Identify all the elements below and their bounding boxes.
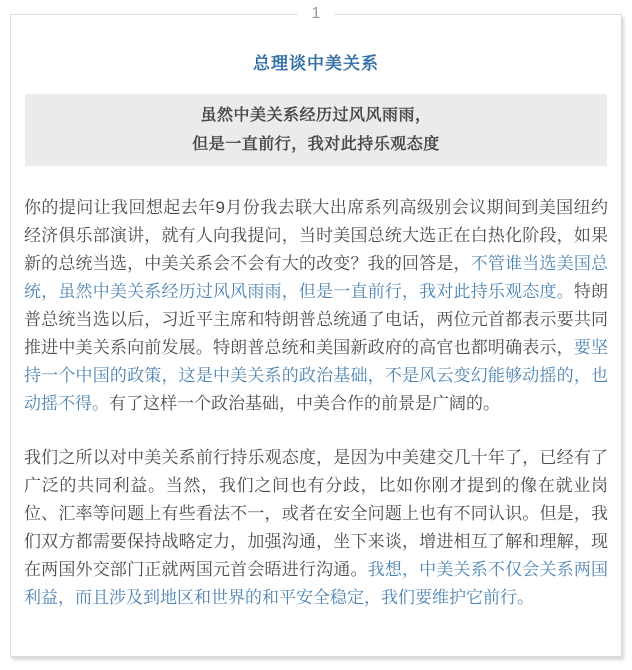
quote-line-2: 但是一直前行，我对此持乐观态度 xyxy=(192,136,440,153)
text-segment: 特朗普总统当选以后，习近平主席和特朗普总统通了电话，两位元首都表示要共同推进中美关系向前发展。特朗普总统和美国新政府的高官也都明确表示， xyxy=(24,282,609,357)
article-card xyxy=(10,14,622,657)
article-title: 总理谈中美关系 xyxy=(253,54,379,73)
article-body xyxy=(11,194,621,612)
highlighted-text-segment: 不管谁当选美国总统，虽然中美关系经历过风风雨雨，但是一直前行，我对此持乐观态度。 xyxy=(24,254,609,301)
text-segment: 我们之所以对中美关系前行持乐观态度，是因为中美建交几十年了，已经有了广泛的共同利益。当然，我们之间也有分歧，比如你刚才提到的像在就业岗位、汇率等问题上有些看法不一，或者在安全问题上也有不同认识。但是，我们双方都需要保持战略定力，加强沟通，坐下来谈，增进相互了解和理解，现在两国外交部门正就两国元首会晤进行沟通。 xyxy=(24,448,608,579)
highlighted-text-segment: 要坚持一个中国的政策，这是中美关系的政治基础，不是风云变幻能够动摇的，也动摇不得。 xyxy=(24,338,609,413)
quote-line-1: 虽然中美关系经历过风风雨雨， xyxy=(200,107,432,124)
quote-highlight-box xyxy=(25,94,607,166)
text-segment: 有了这样一个政治基础，中美合作的前景是广阔的。 xyxy=(109,394,500,413)
text-segment: 你的提问让我回想起去年9月份我去联大出席系列高级别会议期间到美国纽约经济俱乐部演讲，就有人向我提问，当时美国总统大选正在白热化阶段，如果新的总统当选，中美关系会不会有大的改变？我的回答是， xyxy=(24,198,608,273)
page-index-number: 1 xyxy=(298,3,335,25)
paragraph xyxy=(24,444,608,612)
highlighted-text-segment: 我想，中美关系不仅会关系两国利益，而且涉及到地区和世界的和平安全稳定，我们要维护它前行。 xyxy=(24,560,609,607)
paragraph xyxy=(24,194,608,418)
